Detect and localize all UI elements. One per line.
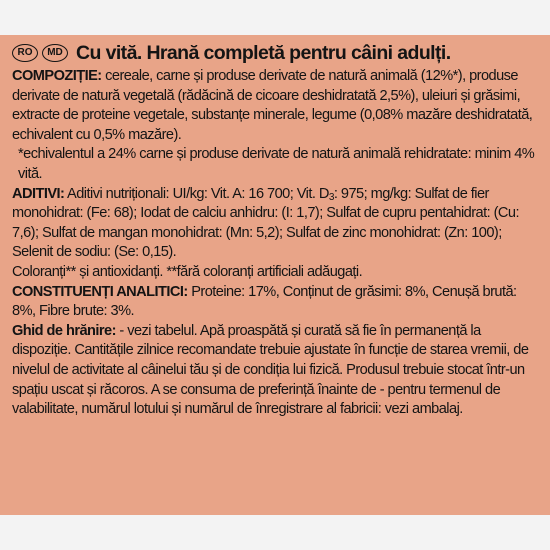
feeding-text: - vezi tabelul. Apă proaspătă și curată să fie în permanență la dispoziție. Cantitățile zilnice recomandate trebuie ajustate în funcție de starea vremii, de nivelul de activitate al câinelui tău și de condiția lui fizică. Produsul trebuie stocat într-un spațiu uscat și răcoros. A se consuma de preferință înainte de - pentru termenul de valabilitate, numărul lotului și numărul de înregistrare al fabricii: vezi ambalaj. <box>12 322 529 418</box>
composition-heading: COMPOZIȚIE: <box>12 68 102 84</box>
analytical-section <box>12 283 540 322</box>
product-title: Cu vită. Hrană completă pentru câini adulți. <box>76 42 451 64</box>
analytical-text: Proteine: 17%, Conținut de grăsimi: 8%, Cenușă brută: 8%, Fibre brute: 3%. <box>12 283 517 320</box>
colorants-line: Coloranți** și antioxidanți. **fără coloranți artificiali adăugați. <box>12 263 363 280</box>
vitamin-d-subscript: 3 <box>328 191 334 203</box>
feeding-heading: Ghid de hrănire: <box>12 322 116 339</box>
title-row <box>12 41 540 65</box>
additives-section <box>12 185 540 263</box>
composition-note: *echivalentul a 24% carne și produse derivate de natură animală rehidratate: minim 4% vită. <box>18 146 535 182</box>
additives-heading: ADITIVI: <box>12 185 65 202</box>
additives-text-part1: Aditivi nutriționali: UI/kg: Vit. A: 16 700; Vit. D <box>64 185 329 202</box>
country-badge-md: MD <box>42 44 68 62</box>
additives-text-part2: : 975; mg/kg: Sulfat de fier monohidrat: (Fe: 68); Iodat de calciu anhidru: (I: 1,7); Sulfat de cupru pentahidrat: (Cu: 7,6); Sulfat de mangan monohidrat: (Mn: 5,2); Sulfat de zinc monohidrat: (Zn: 100); Selenit de sodiu: (Se: 0,15). <box>12 185 519 261</box>
analytical-heading: CONSTITUENȚI ANALITICI: <box>12 283 188 300</box>
feeding-section <box>12 322 540 420</box>
composition-section <box>12 67 540 145</box>
country-badge-ro: RO <box>12 44 38 62</box>
product-label <box>0 35 550 515</box>
composition-text: cereale, carne și produse derivate de natură animală (12%*), produse derivate de natură vegetală (rădăcină de cicoare deshidratată 2,5%), uleiuri și grăsimi, extracte de proteine vegetale, substanțe minerale, legume (0,08% mazăre deshidratată, echivalent cu 0,5% mazăre). <box>12 68 533 143</box>
